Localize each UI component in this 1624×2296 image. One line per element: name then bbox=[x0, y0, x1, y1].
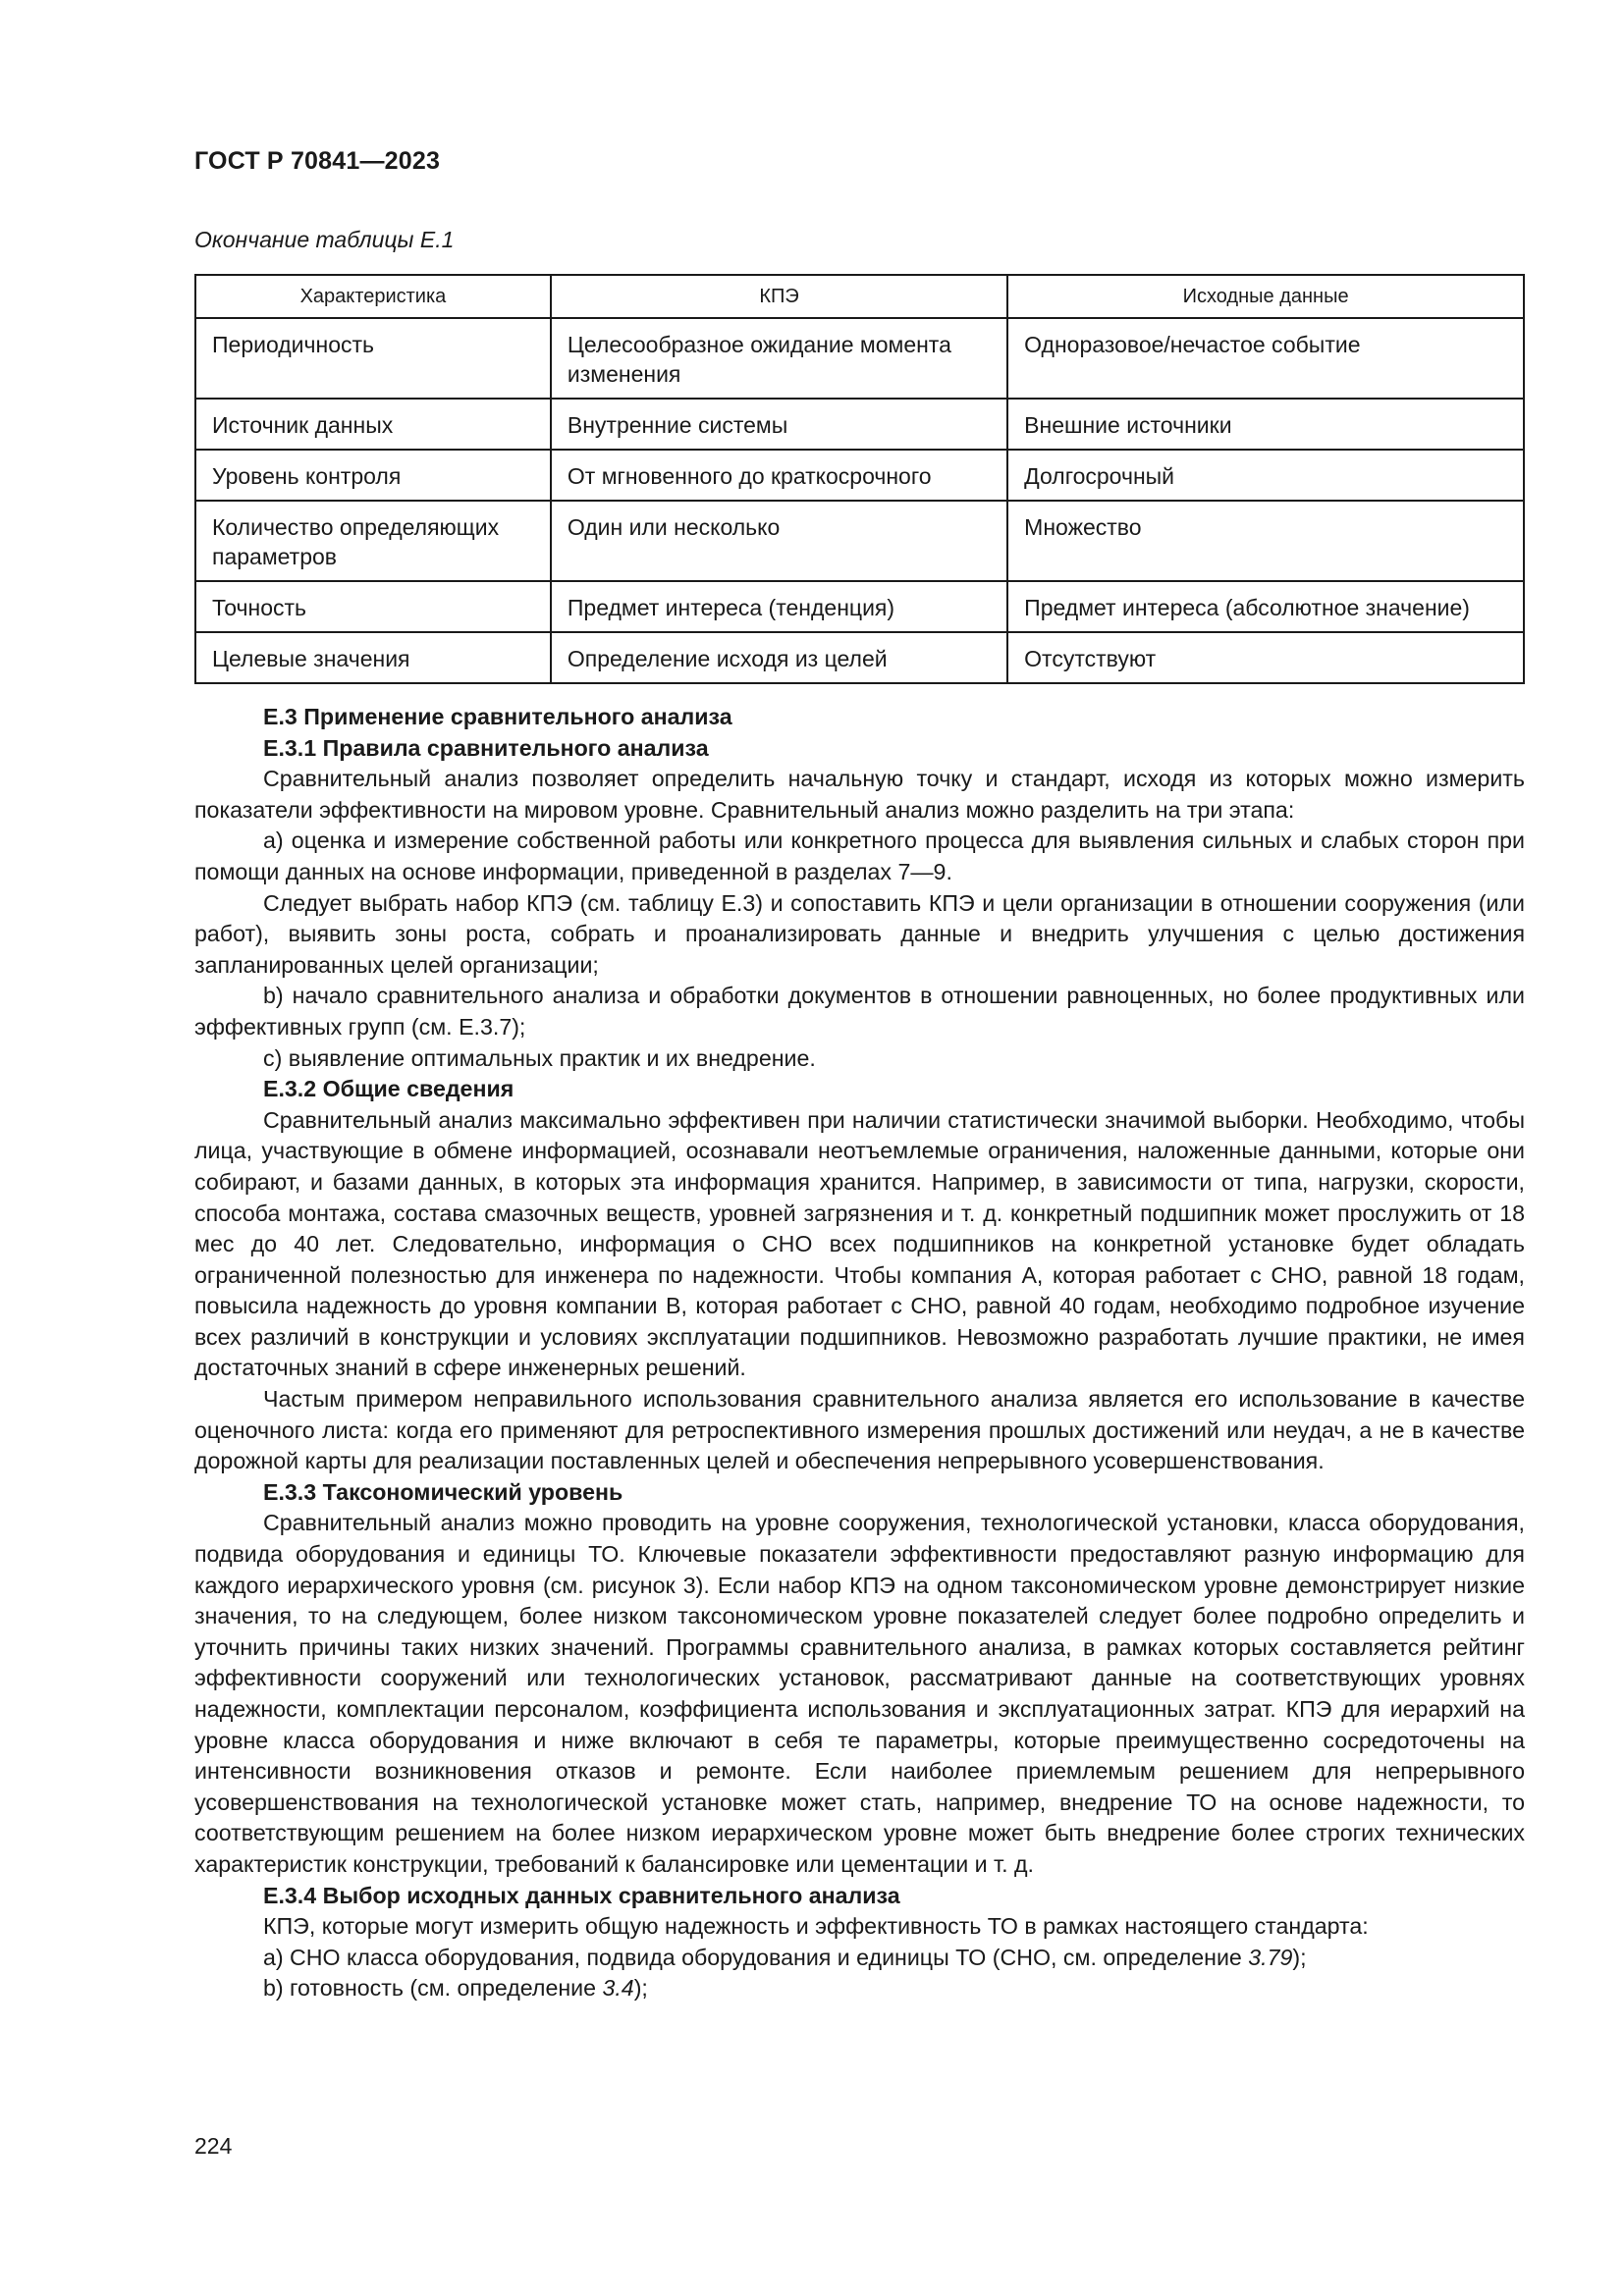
list-item-text: а) СНО класса оборудования, подвида оборудования и единицы ТО (СНО, см. определение bbox=[263, 1944, 1249, 1970]
table-row bbox=[195, 399, 1524, 450]
section-heading-e3: Е.3 Применение сравнительного анализа bbox=[263, 704, 732, 729]
paragraph: Сравнительный анализ позволяет определить начальную точку и стандарт, исходя из которых можно измерить показатели эффективности на мировом уровне. Сравнительный анализ можно разделить на три этапа: bbox=[194, 766, 1525, 823]
list-item: а) оценка и измерение собственной работы или конкретного процесса для выявления сильных и слабых сторон при помощи данных на основе информации, приведенной в разделах 7—9. bbox=[194, 828, 1525, 884]
table-cell: Точность bbox=[195, 581, 551, 632]
list-item: c) выявление оптимальных практик и их внедрение. bbox=[263, 1044, 816, 1071]
table-header-row bbox=[195, 275, 1524, 318]
column-header-source-data: Исходные данные bbox=[1007, 275, 1524, 318]
list-item bbox=[194, 1943, 1525, 1974]
table-cell: Определение исходя из целей bbox=[551, 632, 1007, 683]
table-cell: Внешние источники bbox=[1007, 399, 1524, 450]
table-cell: Периодичность bbox=[195, 318, 551, 399]
column-header-characteristic: Характеристика bbox=[195, 275, 551, 318]
table-cell: Долгосрочный bbox=[1007, 450, 1524, 501]
table-cell: Множество bbox=[1007, 501, 1524, 581]
section-heading-e31: Е.3.1 Правила сравнительного анализа bbox=[263, 734, 709, 761]
table-row bbox=[195, 318, 1524, 399]
table-caption: Окончание таблицы Е.1 bbox=[194, 227, 455, 252]
table-cell: Целевые значения bbox=[195, 632, 551, 683]
table-row bbox=[195, 501, 1524, 581]
table-cell: Источник данных bbox=[195, 399, 551, 450]
section-heading-e32: Е.3.2 Общие сведения bbox=[263, 1076, 514, 1102]
list-item bbox=[194, 1973, 1525, 2004]
table-cell: Предмет интереса (тенденция) bbox=[551, 581, 1007, 632]
paragraph: Следует выбрать набор КПЭ (см. таблицу Е.3) и сопоставить КПЭ и цели организации в отношении сооружения (или работ), выявить зоны роста, собрать и проанализировать данные и внедрить улучшения с целью достижения запланированных целей организации; bbox=[194, 889, 1525, 978]
table-cell: От мгновенного до краткосрочного bbox=[551, 450, 1007, 501]
table-row bbox=[195, 450, 1524, 501]
characteristics-table bbox=[194, 274, 1525, 684]
table-cell: Внутренние системы bbox=[551, 399, 1007, 450]
section-heading-e34: Е.3.4 Выбор исходных данных сравнительного анализа bbox=[263, 1882, 900, 1908]
table-row bbox=[195, 632, 1524, 683]
table-row bbox=[195, 581, 1524, 632]
paragraph: КПЭ, которые могут измерить общую надежность и эффективность ТО в рамках настоящего стандарта: bbox=[263, 1913, 1369, 1940]
table-cell: Количество определяющих параметров bbox=[195, 501, 551, 581]
paragraph: Сравнительный анализ можно проводить на уровне сооружения, технологической установки, класса оборудования, подвида оборудования и единицы ТО. Ключевые показатели эффективности предоставляют разную информацию для каждого иерархического уровня (см. рисунок 3). Если набор КПЭ на одном таксономическом уровне демонстрирует низкие значения, то на следующем, более низком таксономическом уровне показателей следует более подробно определить и уточнить причины таких низких значений. Программы сравнительного анализа, в рамках которых составляется рейтинг эффективности сооружений или технологических установок, рассматривают данные на соответствующих уровнях надежности, комплектации персоналом, коэффициента использования и эксплуатационных затрат. КПЭ для иерархий на уровне класса оборудования и ниже включают в себя те параметры, которые преимущественно сосредоточены на интенсивности возникновения отказов и ремонте. Если наиболее приемлемым решением для непрерывного усовершенствования на технологической установке может стать, например, внедрение ТО на основе надежности, то соответствующим решением на более низком иерархическом уровне может быть внедрение более строгих технических характеристик конструкции, требований к балансировке или цементации и т. д. bbox=[194, 1510, 1525, 1877]
definition-reference: 3.4 bbox=[602, 1975, 634, 2002]
list-item: b) начало сравнительного анализа и обработки документов в отношении равноценных, но более продуктивных или эффективных групп (см. Е.3.7); bbox=[194, 983, 1525, 1040]
table-cell: Отсутствуют bbox=[1007, 632, 1524, 683]
list-item-end: ); bbox=[1292, 1944, 1307, 1970]
table-cell: Одноразовое/нечастое событие bbox=[1007, 318, 1524, 399]
body-text bbox=[194, 702, 1525, 2004]
table-cell: Предмет интереса (абсолютное значение) bbox=[1007, 581, 1524, 632]
paragraph: Сравнительный анализ максимально эффективен при наличии статистически значимой выборки. Необходимо, чтобы лица, участвующие в обмене информацией, осознавали неотъемлемые ограничения, наложенные данными, которые они собирают, и базами данных, в которых эта информация хранится. Например, в зависимости от типа, нагрузки, скорости, способа монтажа, состава смазочных веществ, уровней загрязнения и т. д. конкретный подшипник может прослужить от 18 мес до 40 лет. Следовательно, информация о СНО всех подшипников на конкретной установке будет обладать ограниченной полезностью для инженера по надежности. Чтобы компания А, которая работает с СНО, равной 18 годам, повысила надежность до уровня компании В, которая работает с СНО, равной 40 годам, необходимо подробное изучение всех различий в конструкции и условиях эксплуатации подшипников. Невозможно разработать лучшие практики, не имея достаточных знаний в сфере инженерных решений. bbox=[194, 1106, 1525, 1381]
list-item-end: ); bbox=[633, 1975, 648, 2002]
page-number: 224 bbox=[194, 2133, 233, 2159]
section-heading-e33: Е.3.3 Таксономический уровень bbox=[263, 1478, 623, 1505]
paragraph: Частым примером неправильного использования сравнительного анализа является его использование в качестве оценочного листа: когда его применяют для ретроспективного измерения прошлых достижений или неудач, а не в качестве дорожной карты для реализации поставленных целей и обеспечения непрерывного усовершенствования. bbox=[194, 1386, 1525, 1474]
table-cell: Уровень контроля bbox=[195, 450, 551, 501]
column-header-kpi: КПЭ bbox=[551, 275, 1007, 318]
table-cell: Один или несколько bbox=[551, 501, 1007, 581]
list-item-text: b) готовность (см. определение bbox=[263, 1975, 603, 2002]
definition-reference: 3.79 bbox=[1248, 1944, 1293, 1970]
table-cell: Целесообразное ожидание момента изменения bbox=[551, 318, 1007, 399]
document-code-header: ГОСТ Р 70841—2023 bbox=[194, 147, 441, 175]
